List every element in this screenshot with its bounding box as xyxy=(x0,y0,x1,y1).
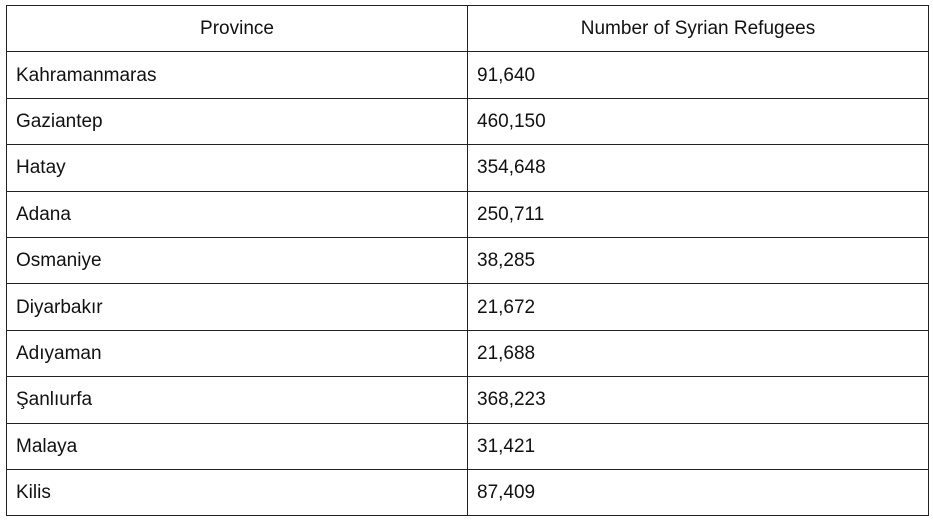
province-cell: Adana xyxy=(7,191,468,237)
province-cell: Adıyaman xyxy=(7,330,468,376)
province-cell: Kahramanmaras xyxy=(7,52,468,98)
table-row xyxy=(7,191,929,237)
province-cell: Şanlıurfa xyxy=(7,377,468,423)
header-province: Province xyxy=(7,6,468,52)
table-row xyxy=(7,284,929,330)
refugee-count-cell: 87,409 xyxy=(468,469,929,515)
table-row xyxy=(7,469,929,515)
refugee-count-cell: 368,223 xyxy=(468,377,929,423)
refugee-count-cell: 91,640 xyxy=(468,52,929,98)
province-cell: Kilis xyxy=(7,469,468,515)
table-row xyxy=(7,52,929,98)
refugee-count-cell: 38,285 xyxy=(468,237,929,283)
table-row xyxy=(7,98,929,144)
province-cell: Diyarbakır xyxy=(7,284,468,330)
refugee-count-cell: 354,648 xyxy=(468,145,929,191)
table-header-row xyxy=(7,6,929,52)
table-row xyxy=(7,145,929,191)
refugee-table-container xyxy=(6,5,928,516)
refugee-count-cell: 21,688 xyxy=(468,330,929,376)
refugee-count-cell: 460,150 xyxy=(468,98,929,144)
table-row xyxy=(7,330,929,376)
table-row xyxy=(7,377,929,423)
table-row xyxy=(7,423,929,469)
header-refugee-count: Number of Syrian Refugees xyxy=(468,6,929,52)
province-cell: Hatay xyxy=(7,145,468,191)
refugee-count-cell: 31,421 xyxy=(468,423,929,469)
refugee-count-cell: 250,711 xyxy=(468,191,929,237)
refugee-count-cell: 21,672 xyxy=(468,284,929,330)
table-row xyxy=(7,237,929,283)
province-cell: Gaziantep xyxy=(7,98,468,144)
province-cell: Osmaniye xyxy=(7,237,468,283)
province-cell: Malaya xyxy=(7,423,468,469)
refugee-table xyxy=(6,5,929,516)
